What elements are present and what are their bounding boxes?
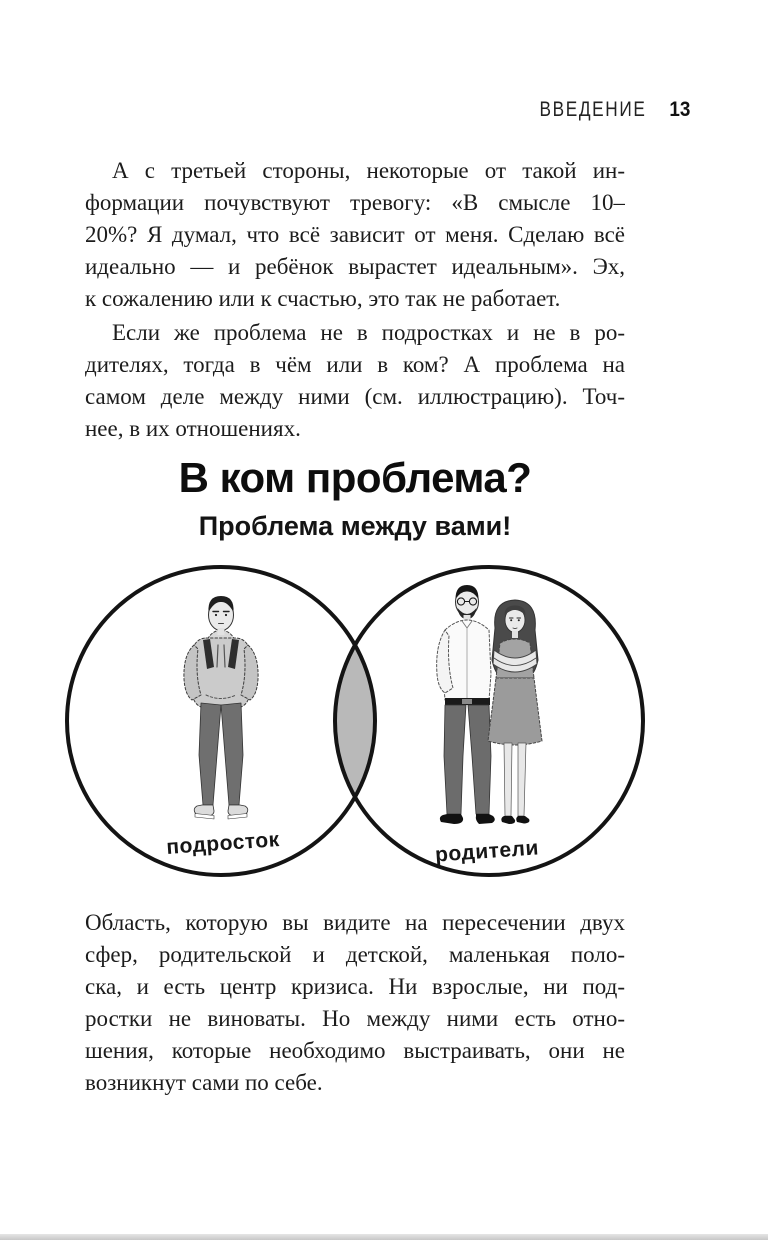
- text-line: Область, которую вы видите на пересечении двух: [85, 910, 625, 935]
- text-line: нее, в их отношениях.: [85, 416, 301, 441]
- page-bottom-edge: [0, 1234, 768, 1240]
- figure-subtitle: Проблема между вами!: [198, 511, 512, 541]
- paragraph: [85, 155, 625, 315]
- text-line: формации почувствуют тревогу: «В смысле 10–: [85, 190, 625, 215]
- text-line: 20%? Я думал, что всё зависит от меня. Сделаю всё: [85, 222, 625, 247]
- figure-title: В ком проблема?: [178, 454, 532, 501]
- text-line: А с третьей стороны, некоторые от такой ин-: [112, 158, 625, 183]
- chapter-title: ВВЕДЕНИЕ: [539, 98, 647, 121]
- left-circle-label: подросток: [165, 828, 281, 859]
- text-line: самом деле между ними (см. иллюстрацию). Точ-: [85, 384, 625, 409]
- text-line: сфер, родительской и детской, маленькая поло-: [85, 942, 625, 967]
- text-line: шения, которые необходимо выстраивать, они не: [85, 1038, 625, 1063]
- venn-svg: [60, 560, 650, 880]
- text-line: идеально — и ребёнок вырастет идеальным». Эх,: [85, 254, 625, 279]
- text-line: возникнут сами по себе.: [85, 1070, 323, 1095]
- page-number: 13: [668, 98, 690, 121]
- paragraph: [85, 317, 625, 445]
- text-line: ска, и есть центр кризиса. Ни взрослые, ни под-: [85, 974, 625, 999]
- text-line: к сожалению или к счастью, это так не работает.: [85, 286, 561, 311]
- text-line: дителях, тогда в чём или в ком? А проблема на: [85, 352, 625, 377]
- right-circle-label: родители: [434, 836, 540, 867]
- paragraph: [85, 907, 625, 1099]
- running-head: [0, 98, 690, 122]
- skirt: [488, 678, 542, 745]
- venn-diagram: [60, 560, 650, 880]
- text-line: Если же проблема не в подростках и не в ро-: [112, 320, 625, 345]
- text-line: ростки не виноваты. Но между ними есть отно-: [85, 1006, 625, 1031]
